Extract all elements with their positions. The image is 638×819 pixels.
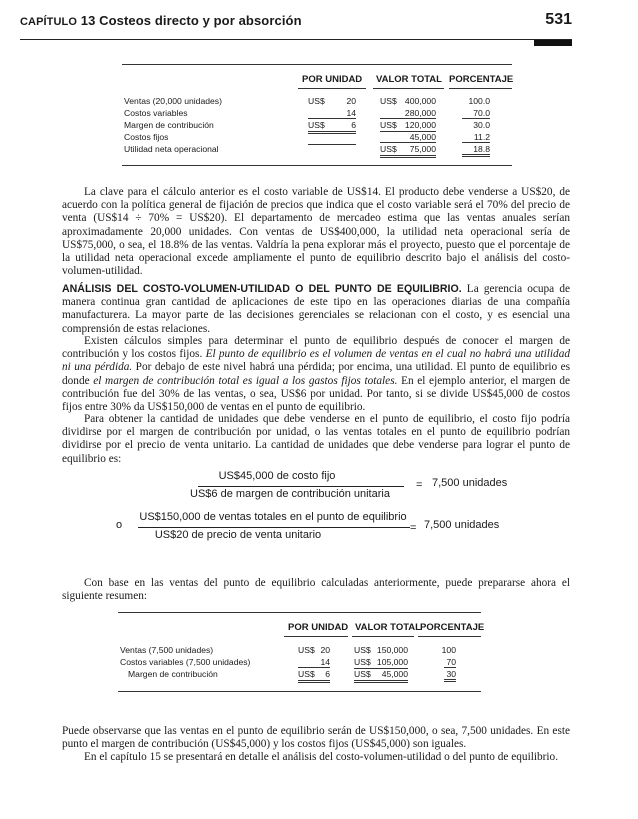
p3-text-c: Por debajo de este nivel habrá una pérdida; por encima, una utilidad. El punto de equilibrio es donde <box>62 361 570 387</box>
total-value: 75,000 <box>409 144 436 154</box>
formula-2-denominator: US$20 de precio de venta unitario <box>154 529 322 541</box>
table-cell-total <box>354 657 408 669</box>
table-cell-total <box>380 120 436 132</box>
results-table <box>122 64 512 174</box>
paragraph-6: Puede observarse que las ventas en el punto de equilibrio serán de US$150,000, o sea, 7,500 unidades. En este punto el margen de contribución (US$45,000) y los costos fijos (US$45,000) son iguales. <box>62 725 570 751</box>
col-header-pct: PORCENTAJE <box>420 622 485 633</box>
table-cell-total <box>380 132 436 143</box>
header-bar <box>534 40 572 46</box>
chapter-title <box>20 13 302 28</box>
table-cell-currency: US$ <box>354 657 371 667</box>
paragraph-3 <box>62 335 570 414</box>
table-cell-total: 150,000 <box>376 645 408 655</box>
table-row-label: Ventas (20,000 unidades) <box>124 96 222 106</box>
paragraph-1: La clave para el cálculo anterior es el costo variable de US$14. El producto debe venderse a US$20, de acuerdo con la política general de fijación de precios que indica que el costo variable será el 70% del precio de venta (US$14 ÷ 70% = US$20). El departamento de mercadeo estima que las ventas anuales serían aproximadamente 20,000 unidades. Con ventas de US$400,000, la utilidad neta operacional sería de US$75,000, o sea, el 18.8% de las ventas. Valdría la pena explorar más el proyecto, puesto que el porcentaje de la utilidad neta operacional excede ampliamente el punto de equilibrio descrito bajo el análisis del costo-volumen-utilidad. <box>62 186 570 278</box>
table-cell-currency: US$ <box>380 120 397 130</box>
header-underline-unit <box>298 88 366 89</box>
pct-value: 70 <box>446 657 456 667</box>
table-cell-total <box>380 144 436 158</box>
or-word: o <box>116 519 123 531</box>
formula-1-result: 7,500 unidades <box>432 477 508 489</box>
table-bottom-rule <box>122 165 512 166</box>
table-cell-pct: 100.0 <box>468 96 490 106</box>
formula-1-bar <box>198 486 404 487</box>
chapter-name: Costeos directo y por absorción <box>99 13 302 28</box>
table-cell-pct: 100 <box>441 645 456 655</box>
paragraph-5: Con base en las ventas del punto de equilibrio calculadas anteriormente, puede prepararse ahora el siguiente resumen: <box>62 577 570 603</box>
table-row-label: Costos variables <box>124 108 188 118</box>
summary-table <box>118 612 485 692</box>
formula-1-denominator: US$6 de margen de contribución unitaria <box>190 488 390 500</box>
header-rule <box>20 39 572 40</box>
table-bottom-rule <box>118 691 481 692</box>
formula-2-numerator: US$150,000 de ventas totales en el punto de equilibrio <box>139 511 407 523</box>
unit-value: 6 <box>325 669 330 679</box>
header-underline-unit <box>284 636 348 637</box>
table-cell-pct <box>462 144 490 157</box>
section-heading: ANÁLISIS DEL COSTO-VOLUMEN-UTILIDAD O DEL PUNTO DE EQUILIBRIO. <box>62 283 462 295</box>
header-underline-pct <box>418 636 481 637</box>
total-value: 45,000 <box>381 669 408 679</box>
formula-2-result: 7,500 unidades <box>424 519 500 531</box>
col-header-unit: POR UNIDAD <box>302 74 363 85</box>
formula-1-numerator: US$45,000 de costo fijo <box>218 470 336 482</box>
table-row-label: Costos variables (7,500 unidades) <box>120 657 251 667</box>
table-cell-unit <box>308 108 356 119</box>
col-header-pct: PORCENTAJE <box>449 74 514 85</box>
total-value: 45,000 <box>409 132 436 142</box>
pct-value: 70.0 <box>473 108 490 118</box>
table-cell-unit <box>298 669 330 683</box>
table-cell-total <box>380 108 436 119</box>
paragraph-2 <box>62 283 570 336</box>
formula-2-bar <box>138 527 410 528</box>
table-row-label: Margen de contribución <box>128 669 218 679</box>
unit-col-rule <box>308 144 356 145</box>
chapter-number: 13 <box>80 13 96 28</box>
table-cell-unit <box>308 120 356 134</box>
paragraph-4: Para obtener la cantidad de unidades que debe venderse en el punto de equilibrio, el costo fijo podría dividirse por el margen de contribución por unidad, o las ventas totales en el punto de equilibrio podrían dividirse por el precio de venta unitario. La cantidad de unidades que debe venderse para lograr el punto de equilibrio es: <box>62 413 570 465</box>
table-cell-pct <box>462 108 490 119</box>
p3-text-a: Existen cálculos simples para determinar el punto de equilibrio después de conocer el margen de contribución y los costos fijos. <box>62 335 570 361</box>
formula-1-equals: = <box>416 479 423 491</box>
unit-value: 14 <box>320 657 330 667</box>
table-cell-currency: US$ <box>308 120 325 130</box>
p3-text-e: En el ejemplo anterior, el margen de contribución fue del 30% de las ventas, o sea, US$6 por unidad. Por tanto, si se divide US$45,000 de costos fijos entre 30% da US$150,000 de ventas en el punto de equilibrio. <box>62 374 570 414</box>
total-value: 105,000 <box>376 657 408 667</box>
paragraph-7: En el capítulo 15 se presentará en detalle el análisis del costo-volumen-utilidad o del punto de equilibrio. <box>84 751 559 763</box>
header-underline-pct <box>449 88 512 89</box>
p3-definition: El punto de equilibrio es el volumen de ventas en el cual no habrá una utilidad ni una pérdida. <box>62 348 570 374</box>
unit-value: 6 <box>351 120 356 130</box>
p3-emphasis: el margen de contribución total es igual a los gastos fijos totales. <box>93 374 398 387</box>
formula-2-equals: = <box>410 522 417 534</box>
total-value: 120,000 <box>404 120 436 130</box>
table-row-label: Costos fijos <box>124 132 169 142</box>
paragraph-2-body: La gerencia ocupa de manera continua gran cantidad de aplicaciones de este tipo en las operaciones diarias de una compañía manufacturera. La mayor parte de las decisiones gerenciales se relacionan con el costo, y es esencial una comprensión de estas relaciones. <box>62 283 570 335</box>
table-row-label: Ventas (7,500 unidades) <box>120 645 214 655</box>
table-top-rule <box>122 64 512 65</box>
table-cell-currency: US$ <box>354 669 371 679</box>
table-row-label: Margen de contribución <box>124 120 214 130</box>
header-underline-total <box>373 88 444 89</box>
table-cell-currency: US$ <box>308 96 325 106</box>
col-header-total: VALOR TOTAL <box>376 74 442 85</box>
pct-value: 11.2 <box>473 132 490 142</box>
table-cell-currency: US$ <box>380 96 397 106</box>
table-cell-currency: US$ <box>298 645 315 655</box>
chapter-prefix: CAPÍTULO <box>20 16 78 28</box>
table-cell-pct <box>444 657 456 668</box>
table-cell-unit: 20 <box>320 645 330 655</box>
formula-2 <box>108 511 528 547</box>
table-cell-unit <box>298 657 330 668</box>
table-cell-total <box>354 669 408 683</box>
table-cell-pct <box>462 132 490 143</box>
pct-value: 18.8 <box>473 144 490 154</box>
total-value: 280,000 <box>404 108 436 118</box>
pct-value: 30 <box>446 669 456 679</box>
running-header <box>20 10 572 36</box>
page-number: 531 <box>545 11 572 28</box>
col-header-unit: POR UNIDAD <box>288 622 349 633</box>
table-cell-total: 400,000 <box>404 96 436 106</box>
table-cell-pct: 30.0 <box>473 120 490 130</box>
table-cell-currency: US$ <box>298 669 315 679</box>
table-cell-currency: US$ <box>380 144 397 154</box>
table-row-label: Utilidad neta operacional <box>124 144 219 154</box>
col-header-total: VALOR TOTAL <box>355 622 421 633</box>
unit-value: 14 <box>346 108 356 118</box>
formula-1 <box>190 470 520 504</box>
table-top-rule <box>118 612 481 613</box>
table-cell-unit: 20 <box>346 96 356 106</box>
table-cell-pct <box>444 669 456 682</box>
table-cell-currency: US$ <box>354 645 371 655</box>
header-underline-total <box>352 636 414 637</box>
